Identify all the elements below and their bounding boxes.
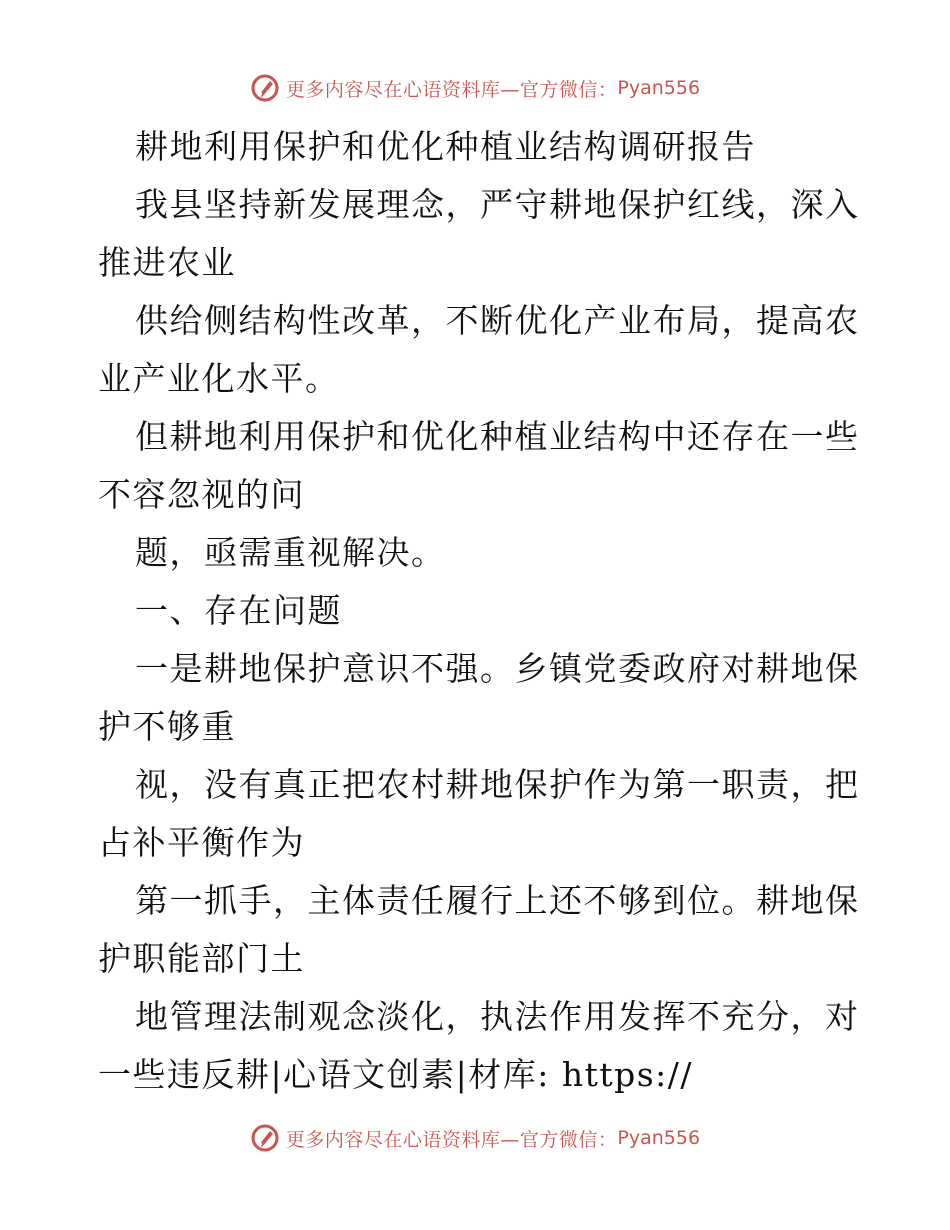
paragraph-line: 护不够重 [98,707,236,746]
banner-wechat-id: Pyan556 [617,77,701,99]
header-watermark-banner [0,68,950,108]
paragraph-line: 不容忽视的问 [98,475,305,514]
paragraph-line: 供给侧结构性改革，不断优化产业布局，提高农 [135,301,860,340]
section-heading: 一、存在问题 [135,591,342,630]
footer-watermark-banner [0,1118,950,1158]
paragraph-line: 视，没有真正把农村耕地保护作为第一职责，把 [135,765,860,804]
banner-text: 更多内容尽在心语资料库—官方微信： [285,78,618,101]
pen-logo-icon [250,1123,280,1153]
paragraph-line: 一些违反耕|心语文创素|材库: https:// [98,1055,694,1094]
document-body [98,118,858,1104]
pen-logo-icon [250,73,280,103]
document-title: 耕地利用保护和优化种植业结构调研报告 [135,127,756,166]
paragraph-line: 业产业化水平。 [98,359,340,398]
paragraph-line: 第一抓手，主体责任履行上还不够到位。耕地保 [135,881,860,920]
paragraph-line: 题，亟需重视解决。 [135,533,446,572]
paragraph-line: 占补平衡作为 [98,823,305,862]
paragraph-line: 但耕地利用保护和优化种植业结构中还存在一些 [135,417,860,456]
paragraph-line: 一是耕地保护意识不强。乡镇党委政府对耕地保 [135,649,860,688]
banner-wechat-id: Pyan556 [617,1127,701,1149]
paragraph-line: 我县坚持新发展理念，严守耕地保护红线，深入 [135,185,860,224]
banner-text: 更多内容尽在心语资料库—官方微信： [285,1128,618,1151]
paragraph-line: 护职能部门土 [98,939,305,978]
paragraph-line: 推进农业 [98,243,236,282]
paragraph-line: 地管理法制观念淡化，执法作用发挥不充分，对 [135,997,860,1036]
